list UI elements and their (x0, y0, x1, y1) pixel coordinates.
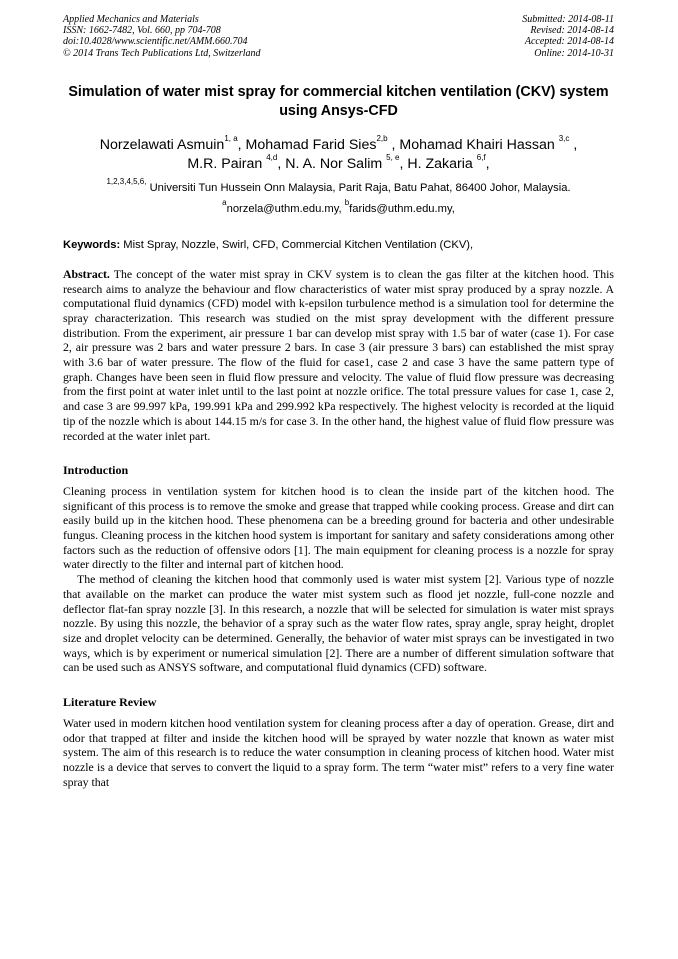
literature-paragraph-1: Water used in modern kitchen hood ventilation system for cleaning process after a day of operation. Grease, dirt and odor that trapped at filter and inside the kitchen hood will be sprayed by water nozzle that known as water mist system. The aim of this research is to reduce the water consumption in cleaning process of kitchen hood. Water mist nozzle is a device that serves to convert the liquid to a spray form. The term “water mist” refers to a very fine water spray that (63, 715, 614, 789)
author-name: M.R. Pairan (187, 155, 267, 172)
abstract-text: The concept of the water mist spray in CKV system is to clean the gas filter at the kitchen hood. This research aims to analyze the behaviour and flow characteristics of water mist spray produced by a spray nozzle. A computational fluid dynamics (CFD) model with k-epsilon turbulence method is a simulation tool for determine the spray characterization. This research was studied on the mist spray development with the different pressure distribution. From the experiment, air pressure 1 bar can develop mist spray with 1.5 bar of water (case 1). For case 2, air pressure was 2 bars and water pressure 2 bars. In case 3 (air pressure 3 bars) can established the mist spray with 3.6 bar of water pressure. The flow of the fluid for case1, case 2 and case 3 have the same pattern type of graph. Changes have been seen in fluid flow pressure and velocity. The value of fluid flow pressure was decreasing from the first point at water inlet until to the last point at nozzle orifice. The total pressure values for case 1, case 2, and case 3 are 99.997 kPa, 199.991 kPa and 299.992 kPa respectively. The highest velocity is recorded at the liquid tip of the nozzle which is about 144.15 m/s for case 3. In the other hand, the highest value of fluid flow pressure was recorded at the water inlet part. (63, 266, 614, 443)
paper-page (63, 14, 614, 789)
submission-dates (522, 14, 614, 59)
journal-doi: doi:10.4028/www.scientific.net/AMM.660.704 (63, 36, 248, 48)
abstract (63, 267, 614, 443)
introduction-section (63, 484, 614, 675)
author-affiliation-mark: 6,f (476, 153, 486, 163)
email-mark-a: a (222, 198, 227, 208)
author-name: Mohamad Khairi Hassan (399, 136, 559, 153)
journal-info (63, 14, 261, 59)
date-submitted: Submitted: 2014-08-11 (522, 14, 614, 25)
paper-title: Simulation of water mist spray for commercial kitchen ventilation (CKV) system using Ansys-CFD (68, 83, 609, 119)
keywords-label: Keywords: (63, 238, 121, 251)
journal-issn: ISSN: 1662-7482, Vol. 660, pp 704-708 (63, 25, 221, 37)
author-name: H. Zakaria (407, 155, 477, 172)
author-affiliation-mark: 4,d (266, 153, 278, 163)
author-name: N. A. Nor Salim (285, 155, 387, 172)
author-separator: , (485, 155, 490, 172)
abstract-label: Abstract. (63, 266, 110, 281)
journal-header (63, 14, 614, 59)
author-emails (63, 198, 614, 217)
author-separator: , (277, 155, 286, 172)
literature-review-section (63, 716, 614, 790)
email-a: norzela@uthm.edu.my, (226, 202, 345, 215)
introduction-paragraph-1: Cleaning process in ventilation system for kitchen hood is to clean the inside part of the kitchen hood. The significant of this process is to remove the smoke and grease that trapped while cooking process. Grease and dirt can easily build up in the kitchen hood. These phenomena can be a breeding ground for bacteria and other undesirable fungus. Cleaning process in the kitchen hood system is important for sanitary and safety considerations among other factors such as the reduction of offensive odors [1]. The main equipment for cleaning process is a nozzle for spray water directly to the filter and internal part of kitchen hood. (63, 483, 615, 572)
journal-name: Applied Mechanics and Materials (63, 14, 199, 25)
author-separator: , (387, 136, 400, 153)
author-affiliation-mark: 1, a (224, 134, 238, 144)
section-heading-literature-review: Literature Review (63, 695, 157, 710)
author-affiliation-mark: 5, e (386, 153, 400, 163)
author-separator: , (399, 155, 408, 172)
section-heading-introduction: Introduction (63, 463, 129, 478)
author-name: Mohamad Farid Sies (245, 136, 377, 153)
affiliation-text: Universiti Tun Hussein Onn Malaysia, Parit Raja, Batu Pahat, 86400 Johor, Malaysia. (146, 181, 571, 194)
journal-copyright: © 2014 Trans Tech Publications Ltd, Switzerland (63, 47, 261, 59)
author-list (63, 136, 614, 174)
author-affiliation-mark: 2,b (376, 134, 388, 144)
affiliation (63, 177, 614, 196)
author-affiliation-mark: 3,c (558, 134, 570, 144)
date-accepted: Accepted: 2014-08-14 (524, 36, 614, 48)
affiliation-mark: 1,2,3,4,5,6, (106, 177, 147, 187)
keywords-text: Mist Spray, Nozzle, Swirl, CFD, Commercial Kitchen Ventilation (CKV), (120, 238, 474, 251)
author-name: Norzelawati Asmuin (99, 136, 225, 153)
email-mark-b: b (344, 198, 350, 208)
introduction-paragraph-2: The method of cleaning the kitchen hood that commonly used is water mist system [2]. Various type of nozzle that available on the market can produce the water mist system such as flood jet nozzle, full-cone nozzle and deflector flat-fan spray nozzle [3]. In this research, a nozzle that will be selected for simulation is water mist sprays nozzle. By using this nozzle, the behavior of a spray such as the water flow rates, spray angle, spray height, droplet size and droplet velocity can be determined. Generally, the behavior of water mist sprays can be investigated in two ways, which is by experiment or numerical simulation [2]. There are a number of different simulation software that can be used such as ANSYS software, and computational fluid dynamics (CFD) software. (63, 572, 614, 675)
date-online: Online: 2014-10-31 (534, 47, 614, 59)
keywords (63, 238, 614, 253)
email-b: farids@uthm.edu.my, (349, 202, 455, 215)
author-separator: , (237, 136, 246, 153)
author-separator: , (569, 136, 578, 153)
date-revised: Revised: 2014-08-14 (530, 25, 614, 37)
